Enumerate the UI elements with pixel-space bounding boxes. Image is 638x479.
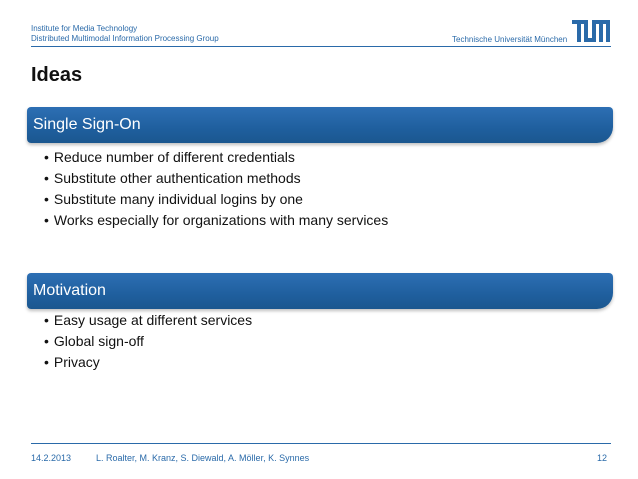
bullet-text: Works especially for organizations with many services <box>53 212 389 228</box>
header-university: Technische Universität München <box>452 35 568 44</box>
list-item <box>44 189 388 210</box>
section-heading: Single Sign-On <box>33 116 141 133</box>
header-group: Distributed Multimodal Information Processing Group <box>31 34 219 43</box>
bullet-icon: • <box>44 354 49 370</box>
page-number: 12 <box>597 453 608 463</box>
section-band-motivation <box>27 273 613 309</box>
list-item <box>44 310 252 331</box>
section-heading: Motivation <box>33 282 106 299</box>
list-item <box>44 352 252 373</box>
bullet-icon: • <box>44 149 49 165</box>
list-item <box>44 210 388 231</box>
bullet-icon: • <box>44 333 49 349</box>
bullet-text: Easy usage at different services <box>53 312 253 328</box>
footer-authors: L. Roalter, M. Kranz, S. Diewald, A. Möller, K. Synnes <box>96 453 310 463</box>
header-institute-block <box>31 24 219 44</box>
list-item <box>44 147 388 168</box>
bullet-text: Substitute other authentication methods <box>53 170 301 186</box>
footer-date: 14.2.2013 <box>31 453 72 463</box>
footer-divider <box>31 443 611 444</box>
tum-logo-icon <box>572 20 610 42</box>
bullet-text: Privacy <box>53 354 100 370</box>
section-band-single-sign-on <box>27 107 613 143</box>
bullet-text: Reduce number of different credentials <box>53 149 295 165</box>
bullet-text: Global sign-off <box>53 333 144 349</box>
bullet-text: Substitute many individual logins by one <box>53 191 303 207</box>
bullet-icon: • <box>44 170 49 186</box>
bullet-icon: • <box>44 191 49 207</box>
bullet-list-single-sign-on <box>44 147 388 231</box>
bullet-icon: • <box>44 212 49 228</box>
header-divider <box>31 46 611 47</box>
list-item <box>44 331 252 352</box>
header-institute: Institute for Media Technology <box>31 24 138 33</box>
list-item <box>44 168 388 189</box>
bullet-list-motivation <box>44 310 252 373</box>
slide-title: Ideas <box>31 64 83 86</box>
bullet-icon: • <box>44 312 49 328</box>
